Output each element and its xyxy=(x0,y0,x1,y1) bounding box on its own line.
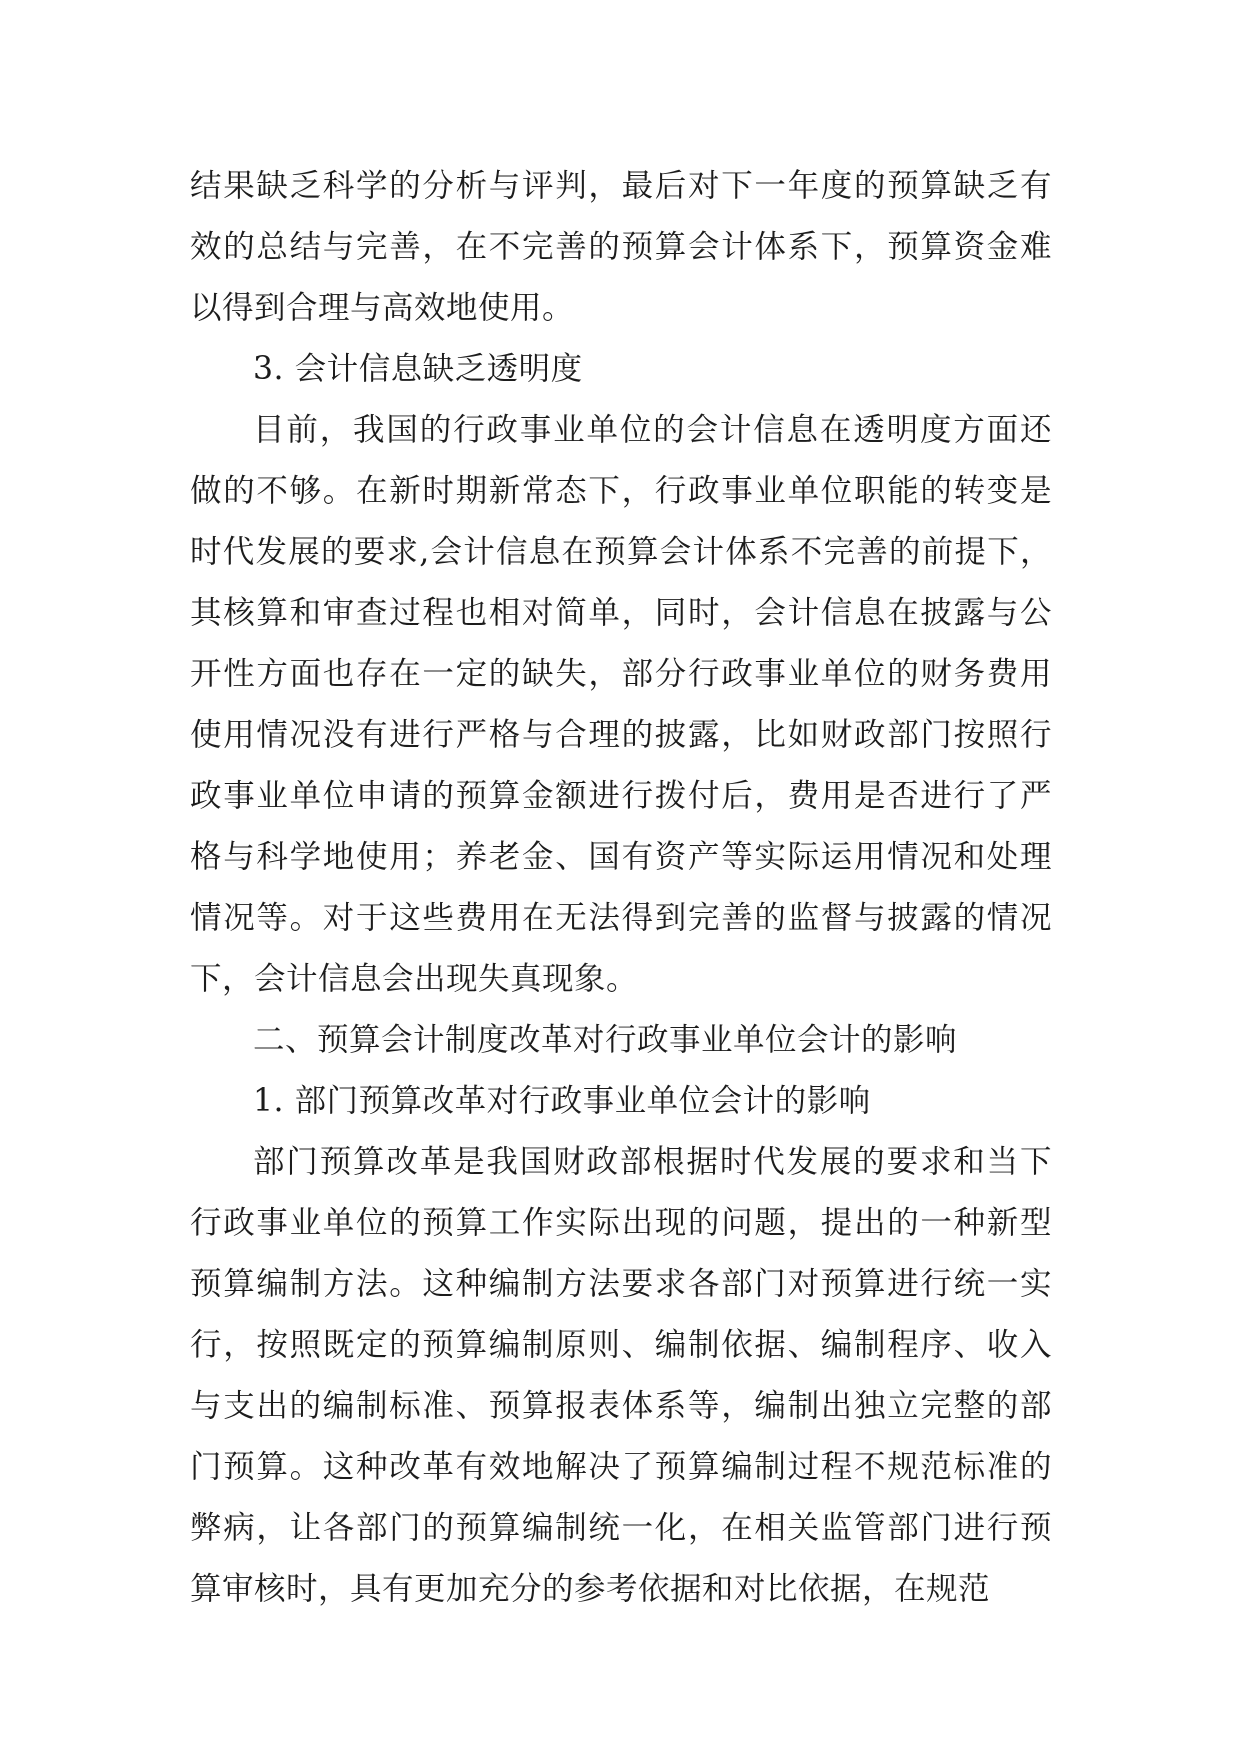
chapter-heading-2: 二、预算会计制度改革对行政事业单位会计的影响 xyxy=(253,1022,958,1058)
paragraph-continuation: 结果缺乏科学的分析与评判，最后对下一年度的预算缺乏有效的总结与完善，在不完善的预算会计体系下，预算资金难以得到合理与高效地使用。 xyxy=(190,168,1052,326)
paragraph-department-budget: 部门预算改革是我国财政部根据时代发展的要求和当下行政事业单位的预算工作实际出现的问题，提出的一种新型预算编制方法。这种编制方法要求各部门对预算进行统一实行，按照既定的预算编制原则、编制依据、编制程序、收入与支出的编制标准、预算报表体系等，编制出独立完整的部门预算。这种改革有效地解决了预算编制过程不规范标准的弊病，让各部门的预算编制统一化，在相关监管部门进行预算审核时，具有更加充分的参考依据和对比依据，在规范 xyxy=(190,1144,1052,1607)
paragraph-transparency: 目前，我国的行政事业单位的会计信息在透明度方面还做的不够。在新时期新常态下，行政事业单位职能的转变是时代发展的要求,会计信息在预算会计体系不完善的前提下，其核算和审查过程也相对简单，同时，会计信息在披露与公开性方面也存在一定的缺失，部分行政事业单位的财务费用使用情况没有进行严格与合理的披露，比如财政部门按照行政事业单位申请的预算金额进行拨付后，费用是否进行了严格与科学地使用；养老金、国有资产等实际运用情况和处理情况等。对于这些费用在无法得到完善的监督与披露的情况下，会计信息会出现失真现象。 xyxy=(190,412,1052,997)
section-heading-3: 3. 会计信息缺乏透明度 xyxy=(253,351,583,387)
section-heading-1: 1. 部门预算改革对行政事业单位会计的影响 xyxy=(253,1083,871,1119)
document-body xyxy=(190,156,1052,1620)
